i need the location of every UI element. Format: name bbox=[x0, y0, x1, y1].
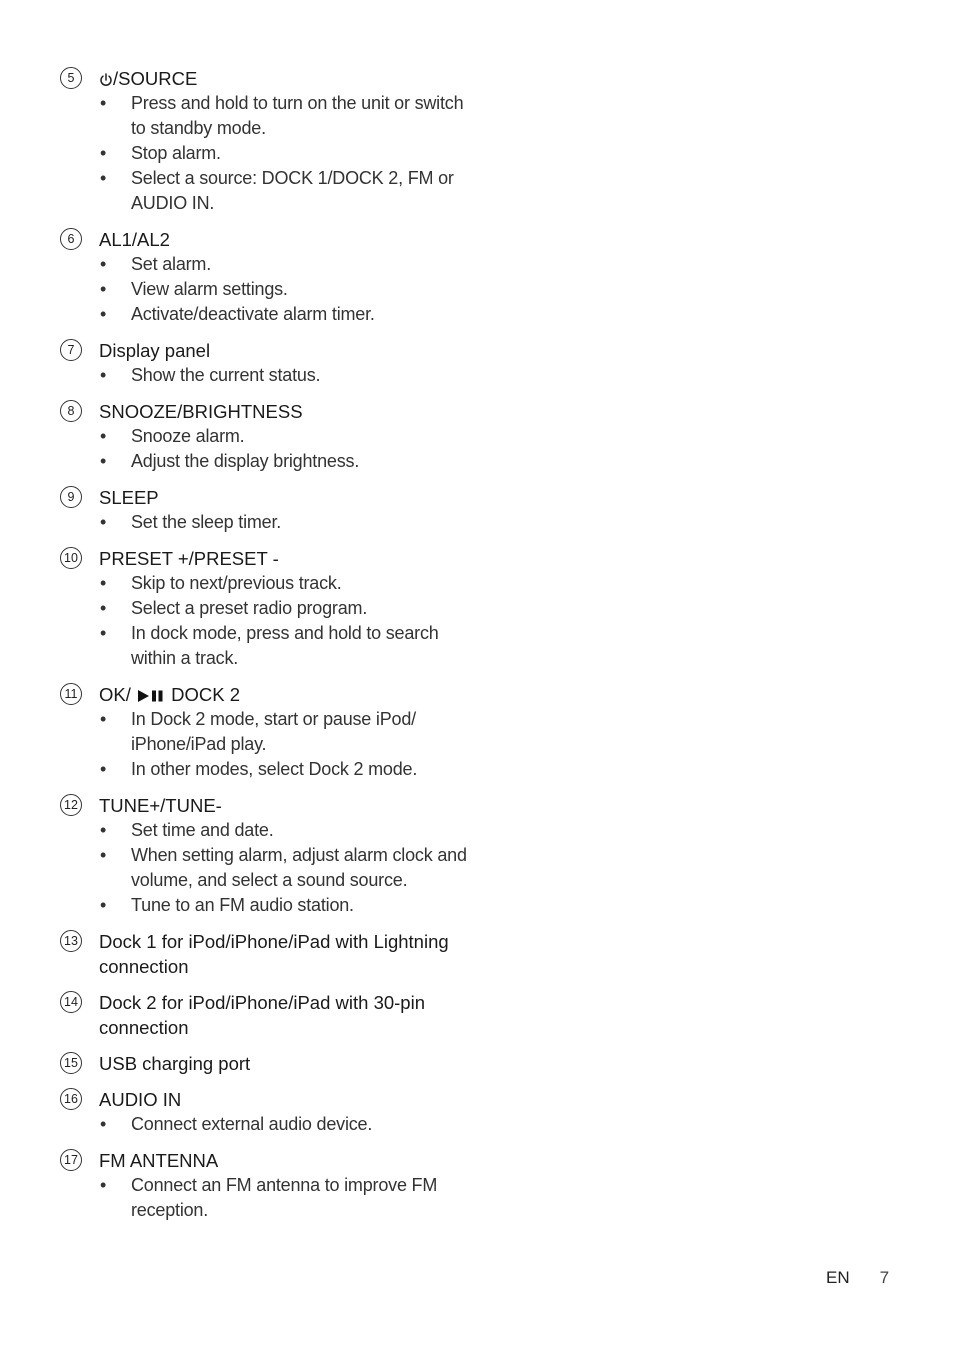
page-footer bbox=[826, 1266, 889, 1290]
item-heading bbox=[60, 1148, 480, 1173]
language-label: EN bbox=[826, 1268, 850, 1287]
item-number: 5 bbox=[60, 67, 82, 89]
item-title-prefix: OK/ bbox=[99, 684, 131, 705]
list-item: • Tune to an FM audio station. bbox=[60, 893, 480, 918]
item-heading bbox=[60, 338, 480, 363]
power-icon bbox=[99, 72, 113, 87]
item-title: /SOURCE bbox=[113, 68, 198, 89]
item-8 bbox=[60, 399, 480, 474]
list-item: • Set time and date. bbox=[60, 818, 480, 843]
bullet-list bbox=[60, 424, 480, 474]
item-number: 11 bbox=[60, 683, 82, 705]
item-13 bbox=[60, 929, 480, 979]
page-number: 7 bbox=[879, 1268, 890, 1287]
bullet-list bbox=[60, 1173, 480, 1223]
list-item: • Adjust the display brightness. bbox=[60, 449, 480, 474]
item-title: AUDIO IN bbox=[99, 1089, 182, 1110]
item-heading bbox=[60, 399, 480, 424]
item-heading bbox=[60, 929, 480, 979]
item-number: 10 bbox=[60, 547, 82, 569]
item-number: 13 bbox=[60, 930, 82, 952]
bullet-list bbox=[60, 1112, 480, 1137]
bullet-list bbox=[60, 363, 480, 388]
item-heading bbox=[60, 1051, 480, 1076]
list-item: • Activate/deactivate alarm timer. bbox=[60, 302, 480, 327]
item-heading bbox=[60, 1087, 480, 1112]
item-6 bbox=[60, 227, 480, 327]
feature-list bbox=[60, 66, 480, 1234]
item-number: 14 bbox=[60, 991, 82, 1013]
bullet-list bbox=[60, 818, 480, 918]
item-title: Dock 2 for iPod/iPhone/iPad with 30-pin connection bbox=[99, 992, 425, 1038]
item-14 bbox=[60, 990, 480, 1040]
item-heading bbox=[60, 793, 480, 818]
list-item: • Select a preset radio program. bbox=[60, 596, 480, 621]
item-title: PRESET +/PRESET - bbox=[99, 548, 279, 569]
bullet-list bbox=[60, 91, 480, 216]
item-title: TUNE+/TUNE- bbox=[99, 795, 222, 816]
item-heading bbox=[60, 485, 480, 510]
bullet-list bbox=[60, 707, 480, 782]
item-title: SNOOZE/BRIGHTNESS bbox=[99, 401, 303, 422]
item-title: Dock 1 for iPod/iPhone/iPad with Lightning connection bbox=[99, 931, 449, 977]
item-title: DOCK 2 bbox=[171, 684, 241, 705]
list-item: • View alarm settings. bbox=[60, 277, 480, 302]
item-title: Display panel bbox=[99, 340, 211, 361]
list-item: • Show the current status. bbox=[60, 363, 480, 388]
item-heading bbox=[60, 682, 480, 707]
item-number: 9 bbox=[60, 486, 82, 508]
item-5 bbox=[60, 66, 480, 216]
bullet-list bbox=[60, 252, 480, 327]
item-number: 15 bbox=[60, 1052, 82, 1074]
bullet-list bbox=[60, 510, 480, 535]
list-item: • Skip to next/previous track. bbox=[60, 571, 480, 596]
list-item: • Connect an FM antenna to improve FM reception. bbox=[60, 1173, 480, 1223]
item-heading bbox=[60, 990, 480, 1040]
item-10 bbox=[60, 546, 480, 671]
item-title: SLEEP bbox=[99, 487, 159, 508]
item-number: 12 bbox=[60, 794, 82, 816]
item-16 bbox=[60, 1087, 480, 1137]
item-title: FM ANTENNA bbox=[99, 1150, 219, 1171]
item-title: USB charging port bbox=[99, 1053, 251, 1074]
item-number: 17 bbox=[60, 1149, 82, 1171]
item-number: 16 bbox=[60, 1088, 82, 1110]
item-9 bbox=[60, 485, 480, 535]
list-item: • Snooze alarm. bbox=[60, 424, 480, 449]
item-17 bbox=[60, 1148, 480, 1223]
list-item: • In Dock 2 mode, start or pause iPod/ iPhone/iPad play. bbox=[60, 707, 480, 757]
play-pause-icon bbox=[136, 689, 166, 703]
item-number: 6 bbox=[60, 228, 82, 250]
list-item: • Stop alarm. bbox=[60, 141, 480, 166]
list-item: • Set the sleep timer. bbox=[60, 510, 480, 535]
list-item: • Connect external audio device. bbox=[60, 1112, 480, 1137]
item-heading bbox=[60, 66, 480, 91]
list-item: • Select a source: DOCK 1/DOCK 2, FM or AUDIO IN. bbox=[60, 166, 480, 216]
item-heading bbox=[60, 227, 480, 252]
item-11 bbox=[60, 682, 480, 782]
list-item: • In other modes, select Dock 2 mode. bbox=[60, 757, 480, 782]
item-12 bbox=[60, 793, 480, 918]
bullet-list bbox=[60, 571, 480, 671]
list-item: • Press and hold to turn on the unit or switch to standby mode. bbox=[60, 91, 480, 141]
item-number: 7 bbox=[60, 339, 82, 361]
list-item: • When setting alarm, adjust alarm clock and volume, and select a sound source. bbox=[60, 843, 480, 893]
list-item: • Set alarm. bbox=[60, 252, 480, 277]
item-15 bbox=[60, 1051, 480, 1076]
list-item: • In dock mode, press and hold to search within a track. bbox=[60, 621, 480, 671]
item-7 bbox=[60, 338, 480, 388]
item-heading bbox=[60, 546, 480, 571]
item-title: AL1/AL2 bbox=[99, 229, 170, 250]
item-number: 8 bbox=[60, 400, 82, 422]
